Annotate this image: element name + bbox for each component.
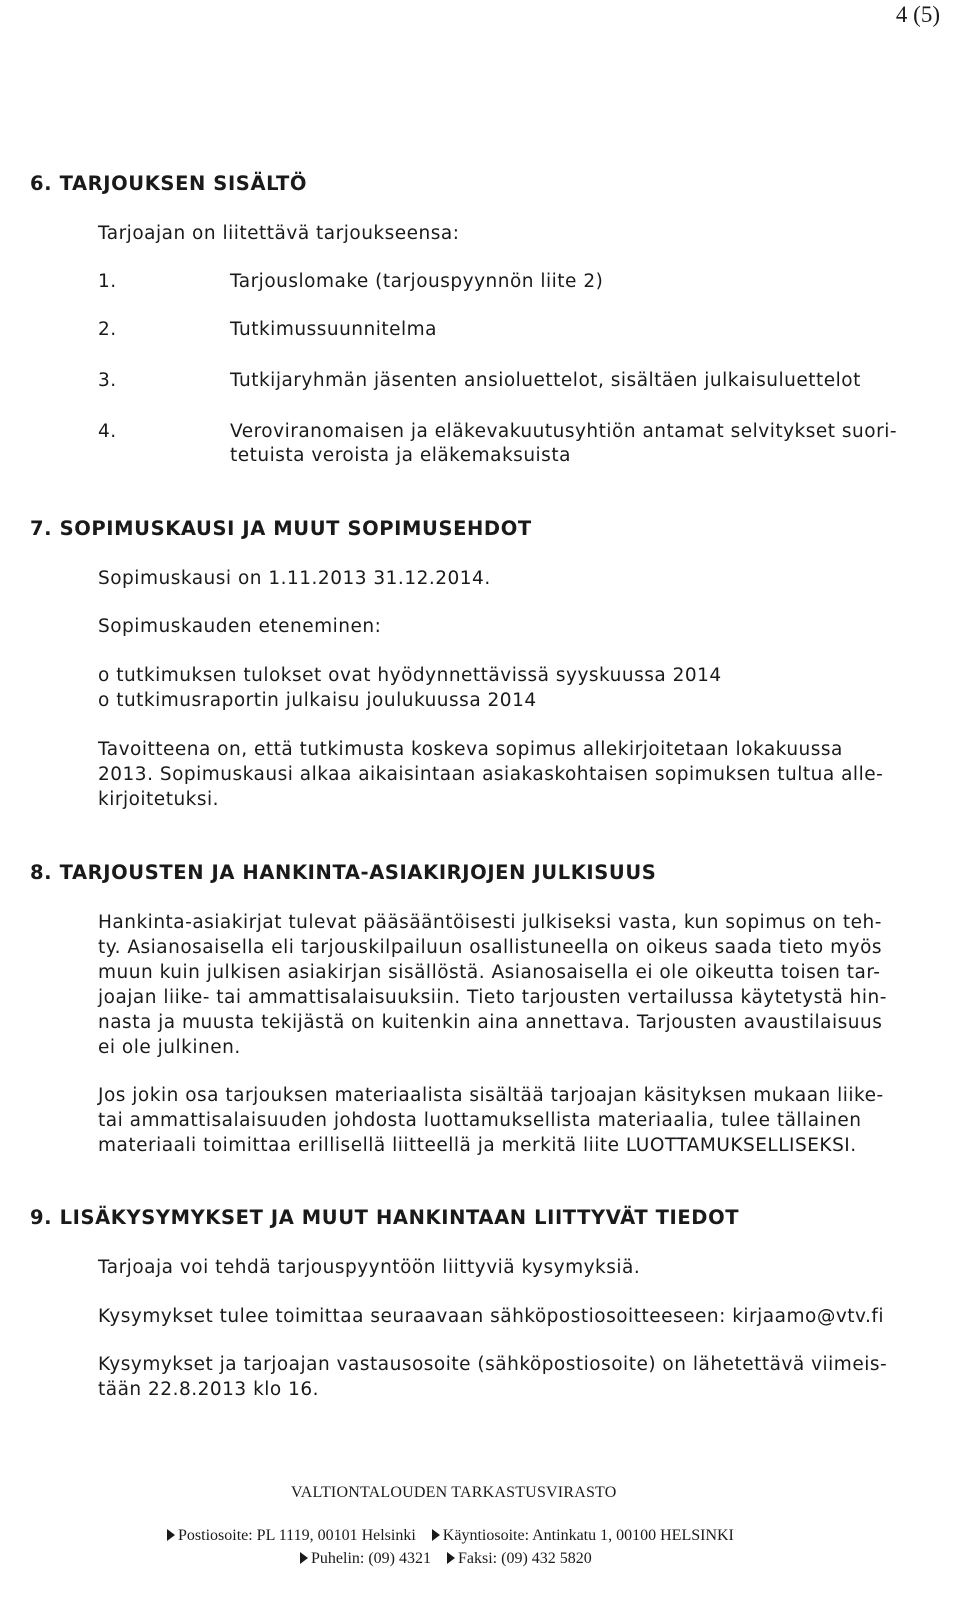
paragraph-line: Jos jokin osa tarjouksen materiaalista sisältää tarjoajan käsityksen mukaan liike- bbox=[98, 1085, 884, 1106]
section-8-heading: 8. TARJOUSTEN JA HANKINTA-ASIAKIRJOJEN JULKISUUS bbox=[30, 861, 657, 884]
list-item-number: 2. bbox=[98, 319, 117, 340]
paragraph-line: 2013. Sopimuskausi alkaa aikaisintaan asiakaskohtaisen sopimuksen tultua alle- bbox=[98, 764, 884, 785]
section-6-heading: 6. TARJOUKSEN SISÄLTÖ bbox=[30, 172, 308, 195]
paragraph-line: Hankinta-asiakirjat tulevat pääsääntöisesti julkiseksi vasta, kun sopimus on teh- bbox=[98, 912, 882, 933]
list-item-line: Veroviranomaisen ja eläkevakuutusyhtiön antamat selvitykset suori- bbox=[230, 421, 898, 442]
list-item-text: Tutkijaryhmän jäsenten ansioluettelot, sisältäen julkaisuluettelot bbox=[230, 370, 861, 391]
paragraph-line: tään 22.8.2013 klo 16. bbox=[98, 1379, 320, 1400]
paragraph-line: ei ole julkinen. bbox=[98, 1037, 241, 1058]
progress-label: Sopimuskauden eteneminen: bbox=[98, 616, 382, 637]
footer-contact-row bbox=[300, 1550, 592, 1568]
paragraph-line: joajan liike- tai ammattisalaisuuksiin. Tieto tarjousten vertailussa käytetystä hin- bbox=[98, 987, 887, 1008]
footer-fax: Faksi: (09) 432 5820 bbox=[458, 1550, 592, 1567]
list-item-line: tetuista veroista ja eläkemaksuista bbox=[230, 445, 571, 466]
list-item-text: Tarjouslomake (tarjouspyynnön liite 2) bbox=[230, 271, 604, 292]
confidential-paragraph bbox=[98, 1083, 928, 1158]
section-6-intro: Tarjoajan on liitettävä tarjoukseensa: bbox=[98, 223, 460, 244]
footer-phone: Puhelin: (09) 4321 bbox=[311, 1550, 431, 1567]
questions-paragraph: Tarjoaja voi tehdä tarjouspyyntöön liittyviä kysymyksiä. bbox=[98, 1257, 641, 1278]
paragraph-line: materiaali toimittaa erillisellä liitteellä ja merkitä liite LUOTTAMUKSELLISEKSI. bbox=[98, 1135, 857, 1156]
section-9-heading: 9. LISÄKYSYMYKSET JA MUUT HANKINTAAN LIITTYVÄT TIEDOT bbox=[30, 1206, 740, 1229]
questions-email-paragraph: Kysymykset tulee toimittaa seuraavaan sähköpostiosoitteeseen: kirjaamo@vtv.fi bbox=[98, 1306, 885, 1327]
paragraph-line: Tavoitteena on, että tutkimusta koskeva sopimus allekirjoitetaan lokakuussa bbox=[98, 739, 843, 760]
paragraph-line: kirjoitetuksi. bbox=[98, 789, 220, 810]
footer-organization: VALTIONTALOUDEN TARKASTUSVIRASTO bbox=[291, 1484, 617, 1501]
footer-visiting: Käyntiosoite: Antinkatu 1, 00100 HELSINKI bbox=[442, 1527, 734, 1544]
progress-list bbox=[98, 663, 928, 713]
paragraph-line: muun kuin julkisen asiakirjan sisällöstä. Asianosaisella ei ole oikeutta toisen tar- bbox=[98, 962, 881, 983]
publicity-paragraph bbox=[98, 910, 928, 1060]
arrow-right-icon bbox=[432, 1529, 440, 1541]
footer-address-row bbox=[167, 1527, 734, 1545]
page-number: 4 (5) bbox=[895, 2, 940, 27]
arrow-right-icon bbox=[447, 1552, 455, 1564]
paragraph-line: nasta ja muusta tekijästä on kuitenkin aina annettava. Tarjousten avaustilaisuus bbox=[98, 1012, 883, 1033]
list-item-number: 4. bbox=[98, 421, 117, 442]
goal-paragraph bbox=[98, 737, 928, 812]
arrow-right-icon bbox=[167, 1529, 175, 1541]
contract-period: Sopimuskausi on 1.11.2013 31.12.2014. bbox=[98, 568, 491, 589]
deadline-paragraph bbox=[98, 1352, 928, 1402]
progress-item: o tutkimuksen tulokset ovat hyödynnettävissä syyskuussa 2014 bbox=[98, 665, 722, 686]
footer-postal: Postiosoite: PL 1119, 00101 Helsinki bbox=[178, 1527, 416, 1544]
paragraph-line: ty. Asianosaisella eli tarjouskilpailuun osallistuneella on oikeus saada tieto myös bbox=[98, 937, 883, 958]
paragraph-line: tai ammattisalaisuuden johdosta luottamuksellista materiaalia, tulee tällainen bbox=[98, 1110, 862, 1131]
list-item-text bbox=[230, 420, 940, 468]
paragraph-line: Kysymykset ja tarjoajan vastausosoite (sähköpostiosoite) on lähetettävä viimeis- bbox=[98, 1354, 888, 1375]
arrow-right-icon bbox=[300, 1552, 308, 1564]
list-item-text: Tutkimussuunnitelma bbox=[230, 319, 438, 340]
list-item-number: 1. bbox=[98, 271, 117, 292]
list-item-number: 3. bbox=[98, 370, 117, 391]
section-7-heading: 7. SOPIMUSKAUSI JA MUUT SOPIMUSEHDOT bbox=[30, 517, 532, 540]
progress-item: o tutkimusraportin julkaisu joulukuussa 2014 bbox=[98, 690, 537, 711]
